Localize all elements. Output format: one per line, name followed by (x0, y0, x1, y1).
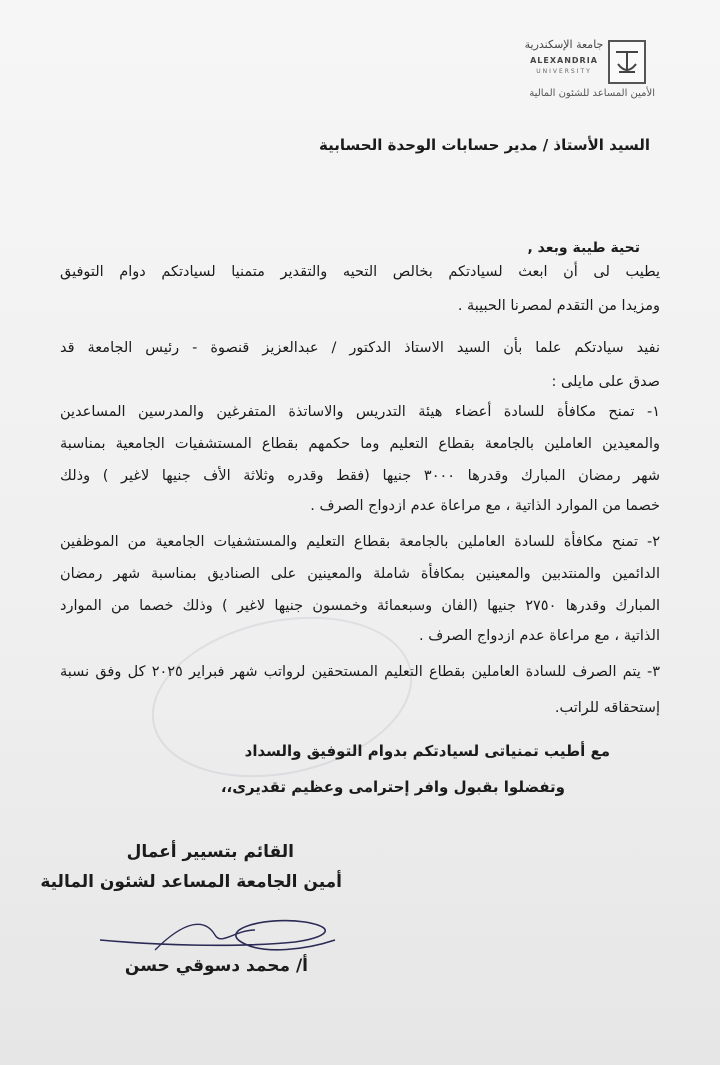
item1-line: والمعيدين العاملين بالجامعة بقطاع التعليم وما حكمهم بقطاع المستشفيات الجامعية بمناسبة (60, 436, 660, 452)
item1-line: ١- تمنح مكافأة للسادة أعضاء هيئة التدريس والاساتذة المتفرغين والمدرسين المساعدين (60, 404, 660, 420)
intro-line: يطيب لى أن ابعث لسيادتكم بخالص التحيه والتقدير متمنيا لسيادتكم دوام التوفيق (60, 264, 660, 280)
closing-line: مع أطيب تمنياتى لسيادتكم بدوام التوفيق والسداد (244, 742, 610, 760)
faded-stamp (137, 594, 427, 800)
item1-line: شهر رمضان المبارك وقدرها ٣٠٠٠ جنيها (فقط وقدره وثلاثة الأف جنيها لاغير ) وذلك (60, 468, 660, 484)
greeting-line: تحية طيبة وبعد , (527, 240, 640, 256)
logo-english-subtext: UNIVERSITY (536, 68, 592, 75)
intro-line: ومزيدا من التقدم لمصرنا الحبيبة . (457, 298, 660, 314)
item3-line: إستحقاقه للراتب. (554, 700, 660, 716)
addressee-line: السيد الأستاذ / مدير حسابات الوحدة الحسابية (319, 136, 650, 154)
emblem-icon (608, 40, 646, 84)
signatory-title: القائم بتسيير أعمال (126, 842, 294, 862)
closing-line: وتفضلوا بقبول وافر إحترامى وعظيم تقديرى،، (220, 778, 565, 796)
item2-line: المبارك وقدرها ٢٧٥٠ جنيها (الفان وسبعمائة وخمسون جنيها لاغير ) وذلك خصما من الموارد (60, 598, 661, 614)
signatory-name: أ/ محمد دسوقي حسن (124, 956, 308, 976)
notice-line: نفيد سيادتكم علما بأن السيد الاستاذ الدكتور / عبدالعزيز قنصوة - رئيس الجامعة قد (60, 340, 660, 356)
item2-line: الدائمين والمنتدبين والمعينين بمكافأة شاملة والمعينين على الصناديق بمناسبة شهر رمضان (60, 566, 660, 582)
item3-line: ٣- يتم الصرف للسادة العاملين بقطاع التعليم المستحقين لرواتب شهر فبراير ٢٠٢٥ كل وفق نسبة (60, 664, 660, 680)
office-subheading: الأمين المساعد للشئون المالية (529, 88, 655, 99)
item1-line: خصما من الموارد الذاتية ، مع مراعاة عدم ازدواج الصرف . (310, 498, 660, 514)
notice-line: صدق على مايلى : (551, 374, 660, 390)
logo-arabic-text: جامعة الإسكندرية (524, 38, 604, 51)
signatory-position: أمين الجامعة المساعد لشئون المالية (40, 872, 342, 892)
item2-line: الذاتية ، مع مراعاة عدم ازدواج الصرف . (419, 628, 660, 644)
university-logo (520, 36, 650, 88)
logo-english-text: ALEXANDRIA (530, 56, 598, 65)
item2-line: ٢- تمنح مكافأة للسادة العاملين بالجامعة بقطاع التعليم والمستشفيات الجامعية من الموظفين (60, 534, 660, 550)
